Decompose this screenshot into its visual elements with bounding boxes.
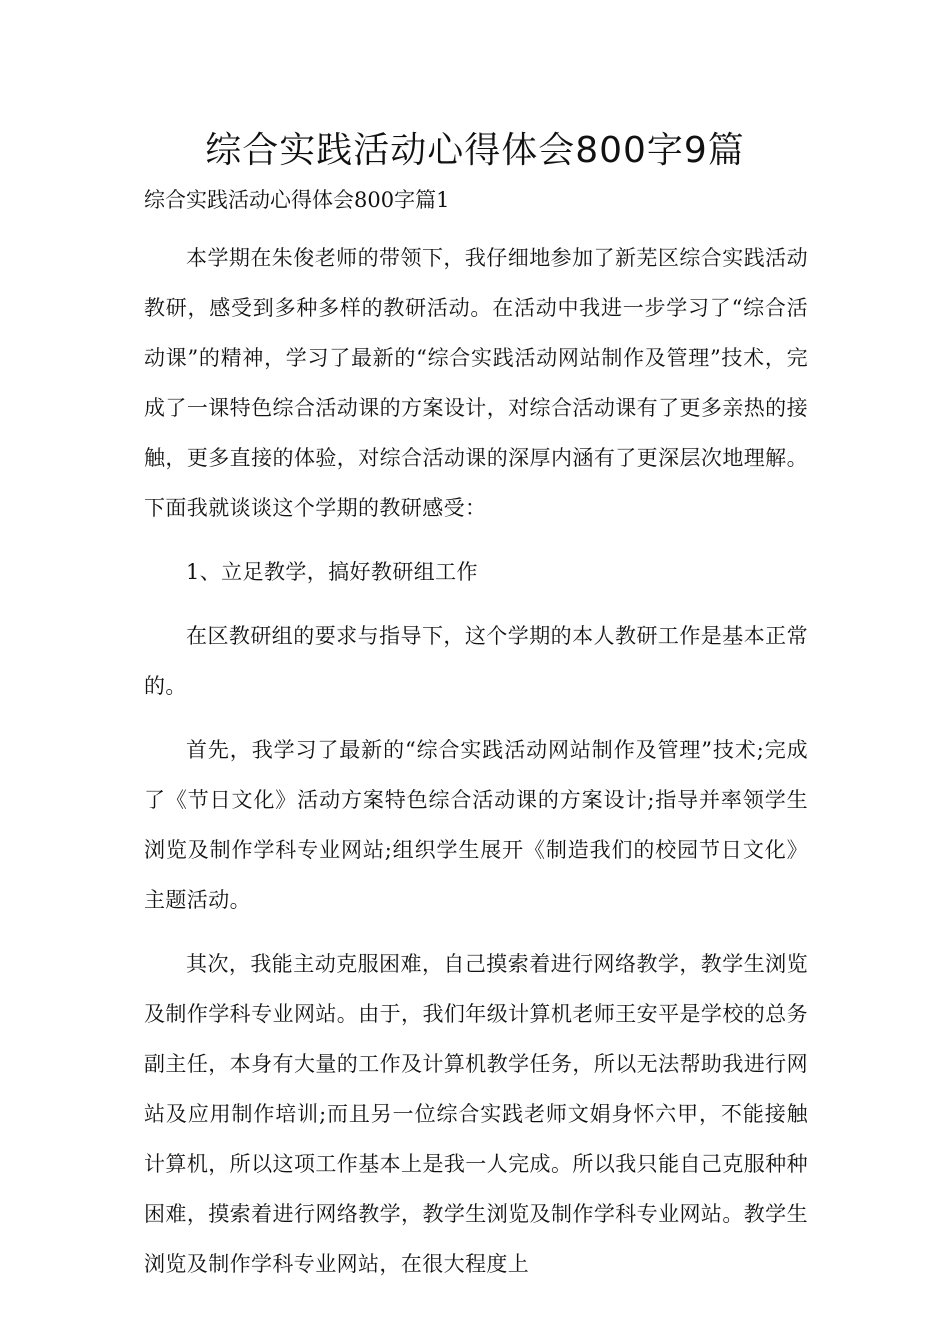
paragraph-4: 其次，我能主动克服困难，自己摸索着进行网络教学，教学生浏览及制作学科专业网站。由于，我们年级计算机老师王安平是学校的总务副主任，本身有大量的工作及计算机教学任务，所以无法帮助我进行网站及应用制作培训;而且另一位综合实践老师文娟身怀六甲，不能接触计算机，所以这项工作基本上是我一人完成。所以我只能自己克服种种困难，摸索着进行网络教学，教学生浏览及制作学科专业网站。教学生浏览及制作学科专业网站，在很大程度上 [144, 952, 808, 1276]
paragraph-2: 在区教研组的要求与指导下，这个学期的本人教研工作是基本正常的。 [144, 624, 808, 698]
paragraph-3: 首先，我学习了最新的“综合实践活动网站制作及管理”技术;完成了《节日文化》活动方案特色综合活动课的方案设计;指导并率领学生浏览及制作学科专业网站;组织学生展开《制造我们的校园节日文化》主题活动。 [144, 738, 808, 912]
paragraph-heading-1: 1、立足教学，搞好教研组工作 [186, 560, 478, 584]
paragraph-intro: 本学期在朱俊老师的带领下，我仔细地参加了新芜区综合实践活动教研，感受到多种多样的教研活动。在活动中我进一步学习了“综合活动课”的精神，学习了最新的“综合实践活动网站制作及管理”技术，完成了一课特色综合活动课的方案设计，对综合活动课有了更多亲热的接触，更多直接的体验，对综合活动课的深厚内涵有了更深层次地理解。下面我就谈谈这个学期的教研感受： [144, 246, 808, 520]
document-title: 综合实践活动心得体会800字9篇 [205, 130, 745, 171]
section-subtitle: 综合实践活动心得体会800字篇1 [144, 188, 450, 212]
document-body [144, 233, 808, 1303]
